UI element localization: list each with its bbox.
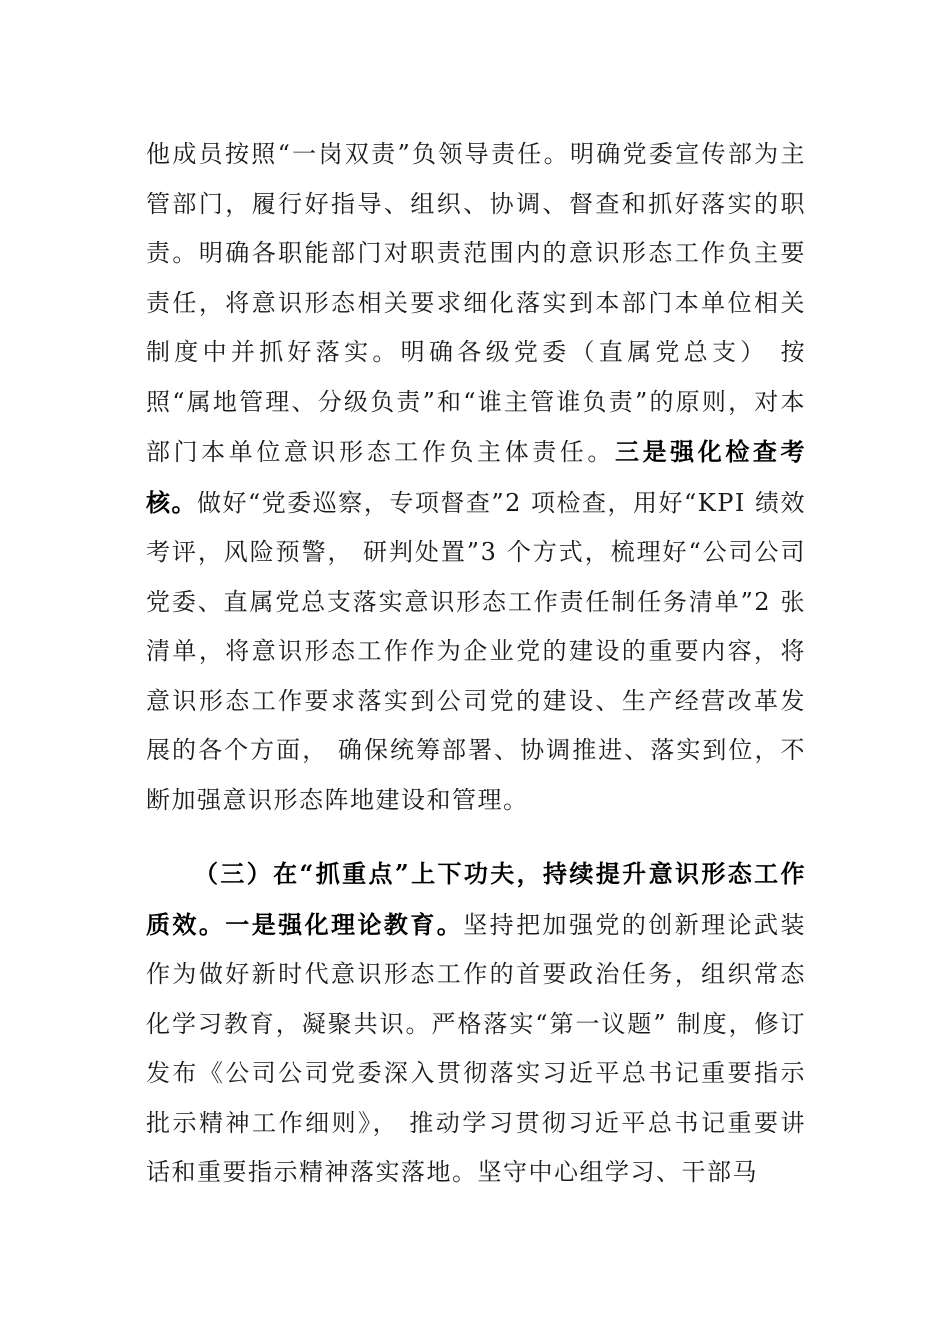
paragraph-text: 坚持把加强党的创新理论武装作为做好新时代意识形态工作的首要政治任务，组织常态化学习教育，凝聚共识。严格落实“第一议题” 制度，修订发布《公司公司党委深入贯彻落实习近平总书记重要指示批示精神工作细则》， 推动学习贯彻习近平总书记重要讲话和重要指示精神落实落地。坚守中心组学习、干部马 bbox=[146, 910, 806, 1186]
section-heading-three: （三）在“抓重点”上下功夫，持续提升意识形态工作质效。一是强化理论教育。 bbox=[146, 859, 806, 939]
heading-inspection-assessment: 三是强化检查考核。 bbox=[146, 437, 807, 517]
paragraph-text: 做好“党委巡察，专项督查”2 项检查，用好“KPI 绩效考评，风险预警， 研判处置”3 个方式，梳理好“公司公司党委、直属党总支落实意识形态工作责任制任务清单”2 张清单，将意识形态工作作为企业党的建设的重要内容，将意识形态工作要求落实到公司党的建设、生产经营改革发展的各个方面， 确保统筹部署、协调推进、落实到位，不断加强意识形态阵地建设和管理。 bbox=[146, 488, 806, 814]
paragraph-key-points bbox=[146, 849, 806, 1198]
paragraph-text: 他成员按照“一岗双责”负领导责任。明确党委宣传部为主管部门，履行好指导、组织、协调、督查和抓好落实的职责。明确各职能部门对职责范围内的意识形态工作负主要责任，将意识形态相关要求细化落实到本部门本单位相关制度中并抓好落实。明确各级党委（直属党总支） 按照“属地管理、分级负责”和“谁主管谁负责”的原则，对本部门本单位意识形态工作负主体责任。 bbox=[146, 140, 806, 466]
document-body bbox=[146, 130, 806, 1198]
paragraph-responsibility bbox=[146, 130, 806, 825]
